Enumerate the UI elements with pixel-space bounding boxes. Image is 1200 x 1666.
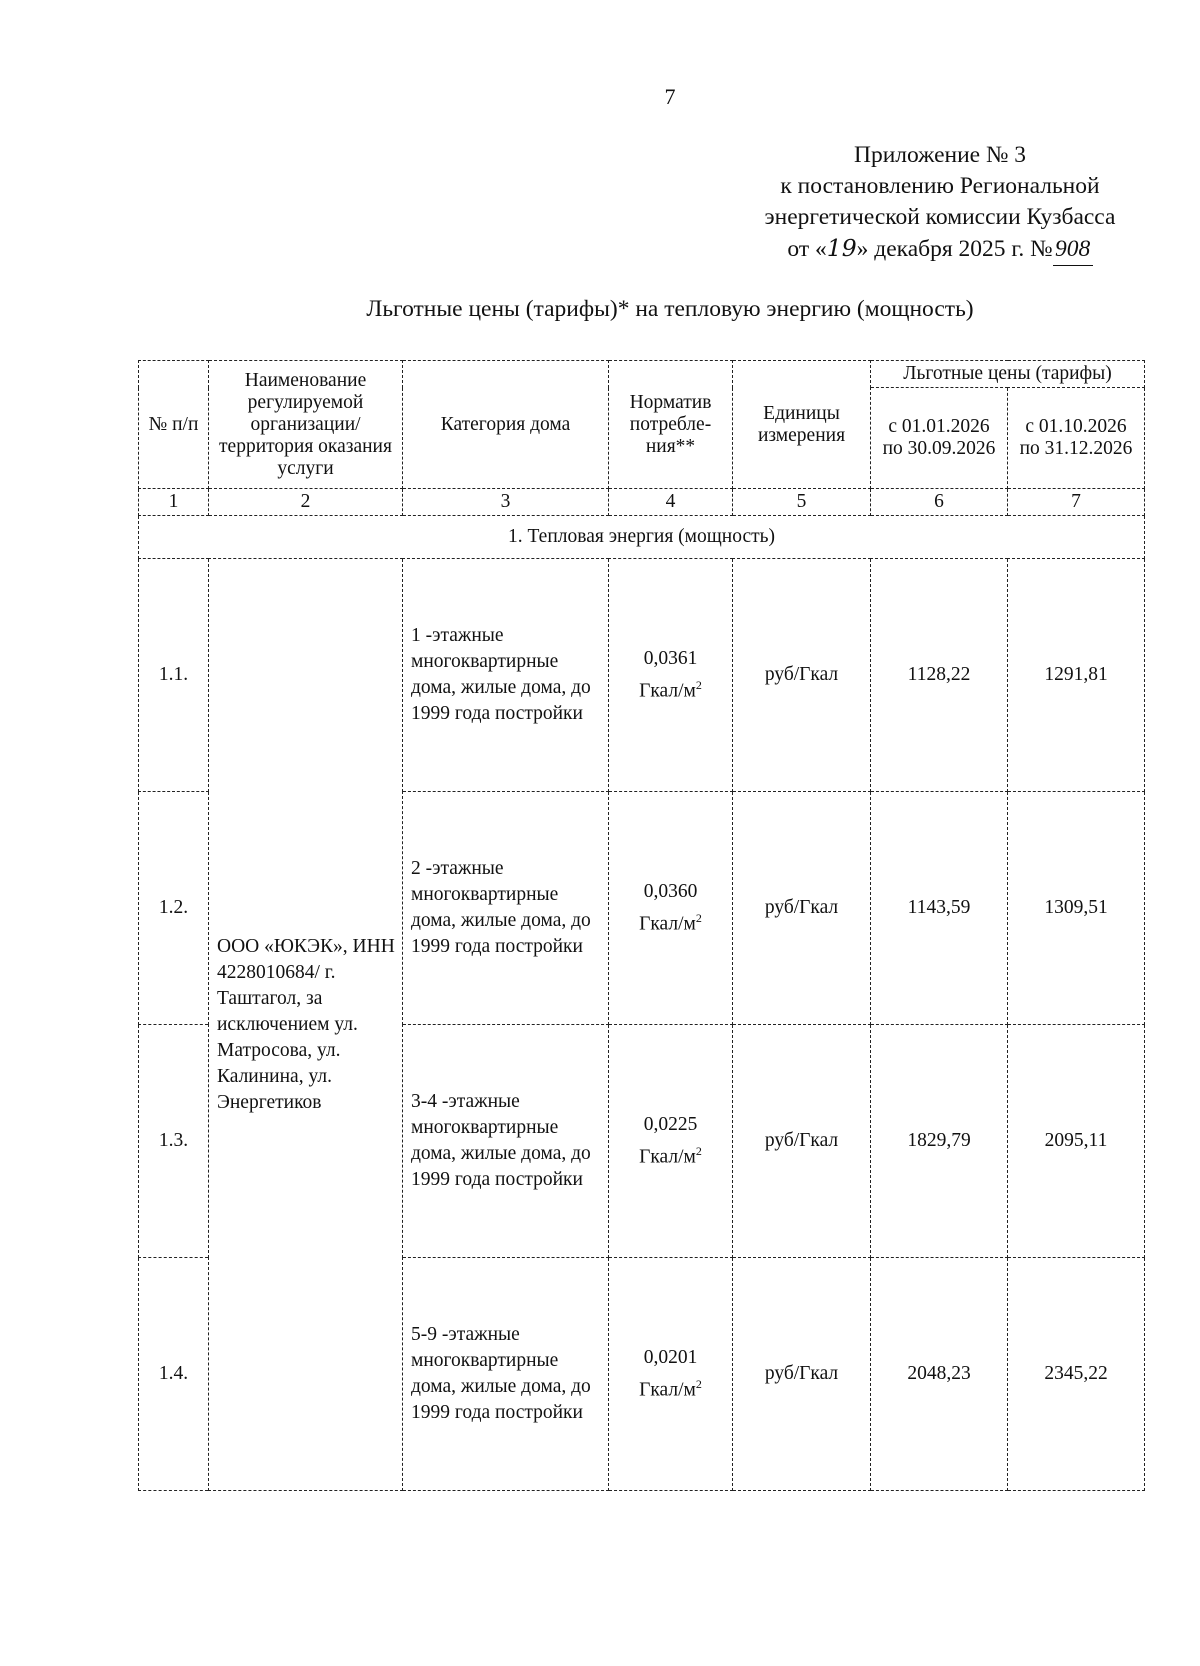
norm-unit: Гкал/м (639, 680, 696, 702)
norm-unit-line (609, 672, 732, 705)
row-unit: руб/Гкал (733, 559, 871, 792)
norm-value: 0,0201 (643, 1346, 698, 1368)
column-number-1: 1 (139, 489, 209, 516)
row-price-period-1: 1829,79 (871, 1025, 1008, 1258)
header-period-1: с 01.01.2026 по 30.09.2026 (871, 388, 1008, 489)
document-title: Льготные цены (тарифы)* на тепловую энергию (мощность) (366, 296, 974, 322)
header-unit: Единицы измерения (733, 361, 871, 489)
row-category: 3-4 -этажные многоквартирные дома, жилые дома, до 1999 года постройки (403, 1025, 609, 1258)
header-category: Категория дома (403, 361, 609, 489)
appendix-title: Приложение № 3 (853, 142, 1027, 168)
norm-unit-line (609, 905, 732, 938)
norm-unit-line (609, 1371, 732, 1404)
page-number: 7 (664, 84, 676, 109)
row-price-period-1: 1143,59 (871, 792, 1008, 1025)
column-number-4: 4 (609, 489, 733, 516)
header-norm: Норматив потребле- ния** (609, 361, 733, 489)
row-category: 1 -этажные многоквартирные дома, жилые дома, до 1999 года постройки (403, 559, 609, 792)
column-number-3: 3 (403, 489, 609, 516)
norm-unit: Гкал/м (639, 913, 696, 935)
header-period-2: с 01.10.2026 по 31.12.2026 (1008, 388, 1145, 489)
appendix-date-line (640, 233, 1200, 266)
row-price-period-2: 2095,11 (1008, 1025, 1145, 1258)
row-price-period-1: 1128,22 (871, 559, 1008, 792)
row-price-period-2: 2345,22 (1008, 1258, 1145, 1491)
norm-unit-power: 2 (695, 910, 702, 925)
row-category: 2 -этажные многоквартирные дома, жилые дома, до 1999 года постройки (403, 792, 609, 1025)
norm-value: 0,0225 (643, 1113, 698, 1135)
norm-unit: Гкал/м (639, 1379, 696, 1401)
organization-cell: ООО «ЮКЭК», ИНН 4228010684/ г. Таштагол, за исключением ул. Матросова, ул. Калинина, ул. Энергетиков (209, 559, 403, 1491)
row-norm (609, 1025, 733, 1258)
table-row (139, 559, 1145, 792)
norm-unit-power: 2 (695, 1376, 702, 1391)
row-price-period-1: 2048,23 (871, 1258, 1008, 1491)
column-number-5: 5 (733, 489, 871, 516)
column-number-7: 7 (1008, 489, 1145, 516)
norm-unit: Гкал/м (639, 1146, 696, 1168)
date-prefix: от « (787, 236, 827, 262)
row-unit: руб/Гкал (733, 1258, 871, 1491)
header-num: № п/п (139, 361, 209, 489)
norm-value: 0,0361 (643, 647, 698, 669)
header-organization: Наименование регулируемой организации/ территория оказания услуги (209, 361, 403, 489)
section-title: 1. Тепловая энергия (мощность) (139, 516, 1145, 559)
row-number: 1.1. (139, 559, 209, 792)
row-price-period-2: 1309,51 (1008, 792, 1145, 1025)
date-day-handwritten: 19 (826, 234, 857, 262)
row-norm (609, 1258, 733, 1491)
column-number-6: 6 (871, 489, 1008, 516)
appendix-header (640, 140, 1200, 266)
norm-unit-line (609, 1138, 732, 1171)
doc-number-handwritten: 908 (1053, 234, 1093, 266)
tariff-table (138, 360, 1145, 1491)
row-unit: руб/Гкал (733, 792, 871, 1025)
appendix-line-commission: энергетической комиссии Кузбасса (764, 204, 1116, 230)
date-suffix: » декабря 2025 г. № (856, 236, 1053, 262)
row-norm (609, 792, 733, 1025)
row-category: 5-9 -этажные многоквартирные дома, жилые дома, до 1999 года постройки (403, 1258, 609, 1491)
row-norm (609, 559, 733, 792)
column-number-2: 2 (209, 489, 403, 516)
row-price-period-2: 1291,81 (1008, 559, 1145, 792)
row-number: 1.3. (139, 1025, 209, 1258)
row-number: 1.4. (139, 1258, 209, 1491)
header-prices-group: Льготные цены (тарифы) (871, 361, 1145, 388)
row-unit: руб/Гкал (733, 1025, 871, 1258)
row-number: 1.2. (139, 792, 209, 1025)
appendix-line-resolution: к постановлению Региональной (780, 173, 1100, 199)
norm-unit-power: 2 (695, 1143, 702, 1158)
norm-unit-power: 2 (695, 677, 702, 692)
norm-value: 0,0360 (643, 880, 698, 902)
